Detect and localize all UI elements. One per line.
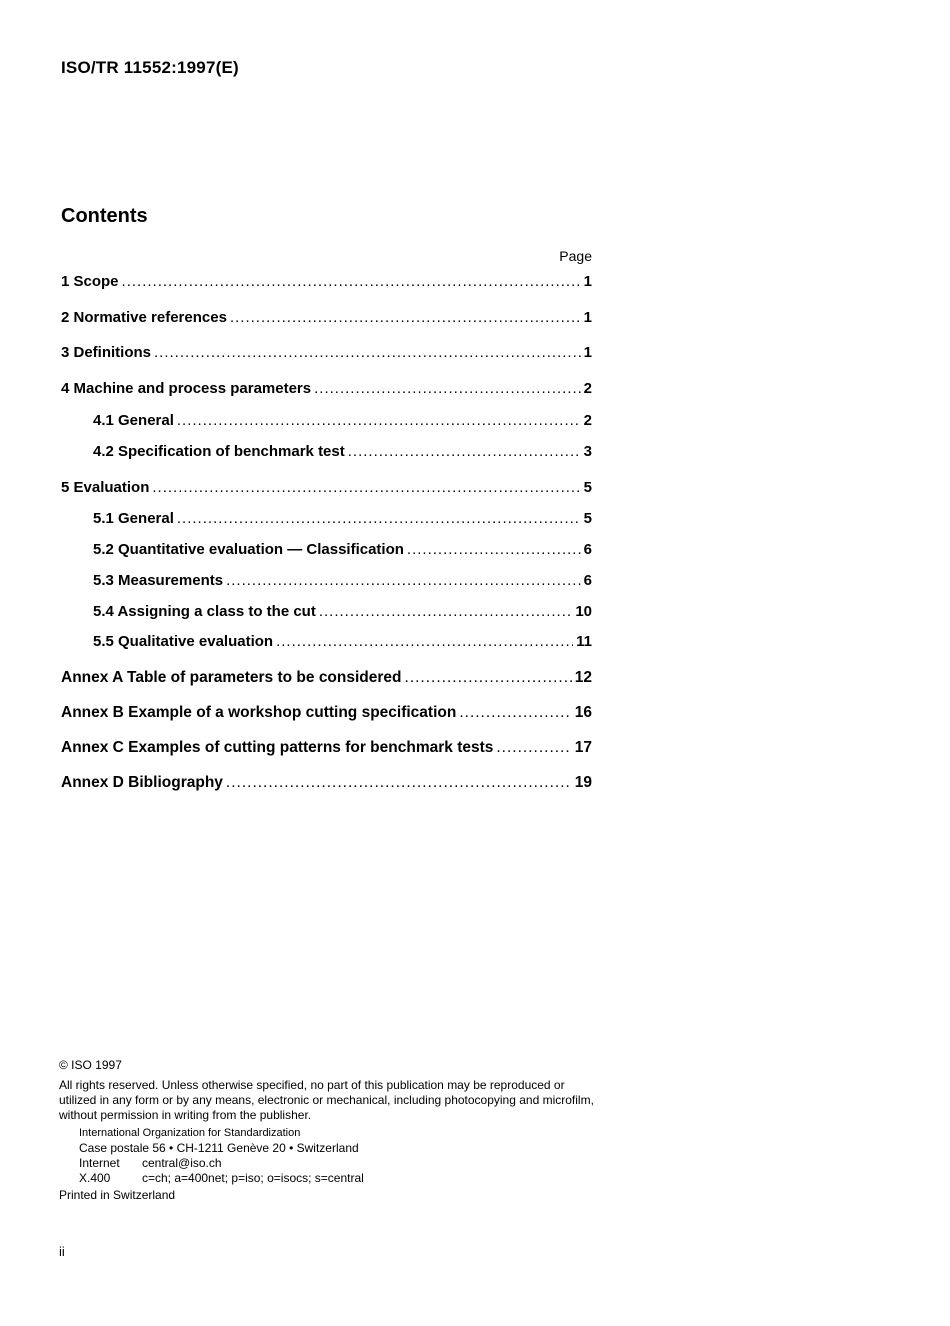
toc-entry-evaluation[interactable] [61, 479, 592, 499]
toc-label: 5.5 Qualitative evaluation [93, 633, 274, 650]
toc-page-number: 11 [576, 633, 592, 650]
postal-address: Case postale 56 • CH-1211 Genève 20 • Switzerland [79, 1141, 359, 1155]
toc-entry-annex-b[interactable] [61, 704, 592, 724]
toc-label: 5.4 Assigning a class to the cut [93, 603, 316, 620]
toc-label: 1 Scope [61, 273, 119, 290]
contents-title: Contents [61, 205, 148, 227]
toc-label: 5.2 Quantitative evaluation — Classification [93, 541, 404, 558]
toc-entry-annex-d[interactable] [61, 774, 592, 794]
internet-label: Internet [79, 1156, 120, 1170]
toc-page-number: 1 [583, 309, 592, 326]
toc-entry-5-3-measurements[interactable] [93, 572, 592, 592]
page-column-label: Page [559, 248, 592, 264]
toc-label: Annex D Bibliography [61, 774, 223, 791]
toc-page-number: 2 [583, 380, 592, 397]
toc-page-number: 2 [583, 412, 592, 429]
page-folio: ii [59, 1244, 65, 1259]
toc-entry-scope[interactable] [61, 273, 592, 293]
toc-label: Annex C Examples of cutting patterns for benchmark tests [61, 739, 494, 756]
toc-label: 5 Evaluation [61, 479, 150, 496]
toc-page-number: 16 [574, 704, 592, 721]
rights-statement: All rights reserved. Unless otherwise specified, no part of this publication may be reproduced or utilized in any form or by any means, electronic or mechanical, including photocopying and microfilm, without permission in writing from the publisher. [59, 1078, 594, 1122]
toc-entry-5-2-quantitative-evaluation[interactable] [93, 541, 592, 561]
toc-page-number: 12 [574, 669, 592, 686]
internet-email: central@iso.ch [142, 1156, 222, 1170]
toc-page-number: 1 [583, 273, 592, 290]
toc-label: 4.2 Specification of benchmark test [93, 443, 345, 460]
toc-entry-4-1-general[interactable] [93, 412, 592, 432]
toc-entry-5-5-qualitative-evaluation[interactable] [93, 633, 592, 653]
toc-label: 4 Machine and process parameters [61, 380, 312, 397]
x400-address: c=ch; a=400net; p=iso; o=isocs; s=central [142, 1171, 364, 1185]
toc-label: Annex B Example of a workshop cutting specification [61, 704, 457, 721]
x400-row [79, 1171, 364, 1186]
toc-entry-normative-references[interactable] [61, 309, 592, 329]
toc-label: 2 Normative references [61, 309, 227, 326]
toc-label: Annex A Table of parameters to be considered [61, 669, 402, 686]
toc-entry-5-1-general[interactable] [93, 510, 592, 530]
printed-in-note: Printed in Switzerland [59, 1188, 176, 1202]
publisher-address-block [79, 1126, 364, 1186]
document-header: ISO/TR 11552:1997(E) [61, 58, 239, 77]
toc-page-number: 10 [575, 603, 592, 620]
copyright-notice: © ISO 1997 [59, 1058, 122, 1072]
toc-page-number: 6 [583, 572, 592, 589]
toc-page-number: 19 [574, 774, 592, 791]
toc-page-number: 1 [583, 344, 592, 361]
x400-label: X.400 [79, 1171, 111, 1185]
organization-name: International Organization for Standardization [79, 1127, 301, 1139]
toc-label: 4.1 General [93, 412, 174, 429]
toc-entry-5-4-assigning-class[interactable] [93, 603, 592, 623]
toc-label: 5.1 General [93, 510, 174, 527]
toc-entry-machine-process-parameters[interactable] [61, 380, 592, 400]
toc-page-number: 5 [583, 510, 592, 527]
toc-entry-annex-c[interactable] [61, 739, 592, 759]
toc-label: 5.3 Measurements [93, 572, 224, 589]
toc-page-number: 6 [583, 541, 592, 558]
toc-label: 3 Definitions [61, 344, 152, 361]
toc-entry-annex-a[interactable] [61, 669, 592, 689]
toc-page-number: 17 [574, 739, 592, 756]
toc-entry-definitions[interactable] [61, 344, 592, 364]
toc-page-number: 5 [583, 479, 592, 496]
internet-row [79, 1156, 364, 1171]
toc-page-number: 3 [583, 443, 592, 460]
toc-entry-4-2-benchmark-test[interactable] [93, 443, 592, 463]
